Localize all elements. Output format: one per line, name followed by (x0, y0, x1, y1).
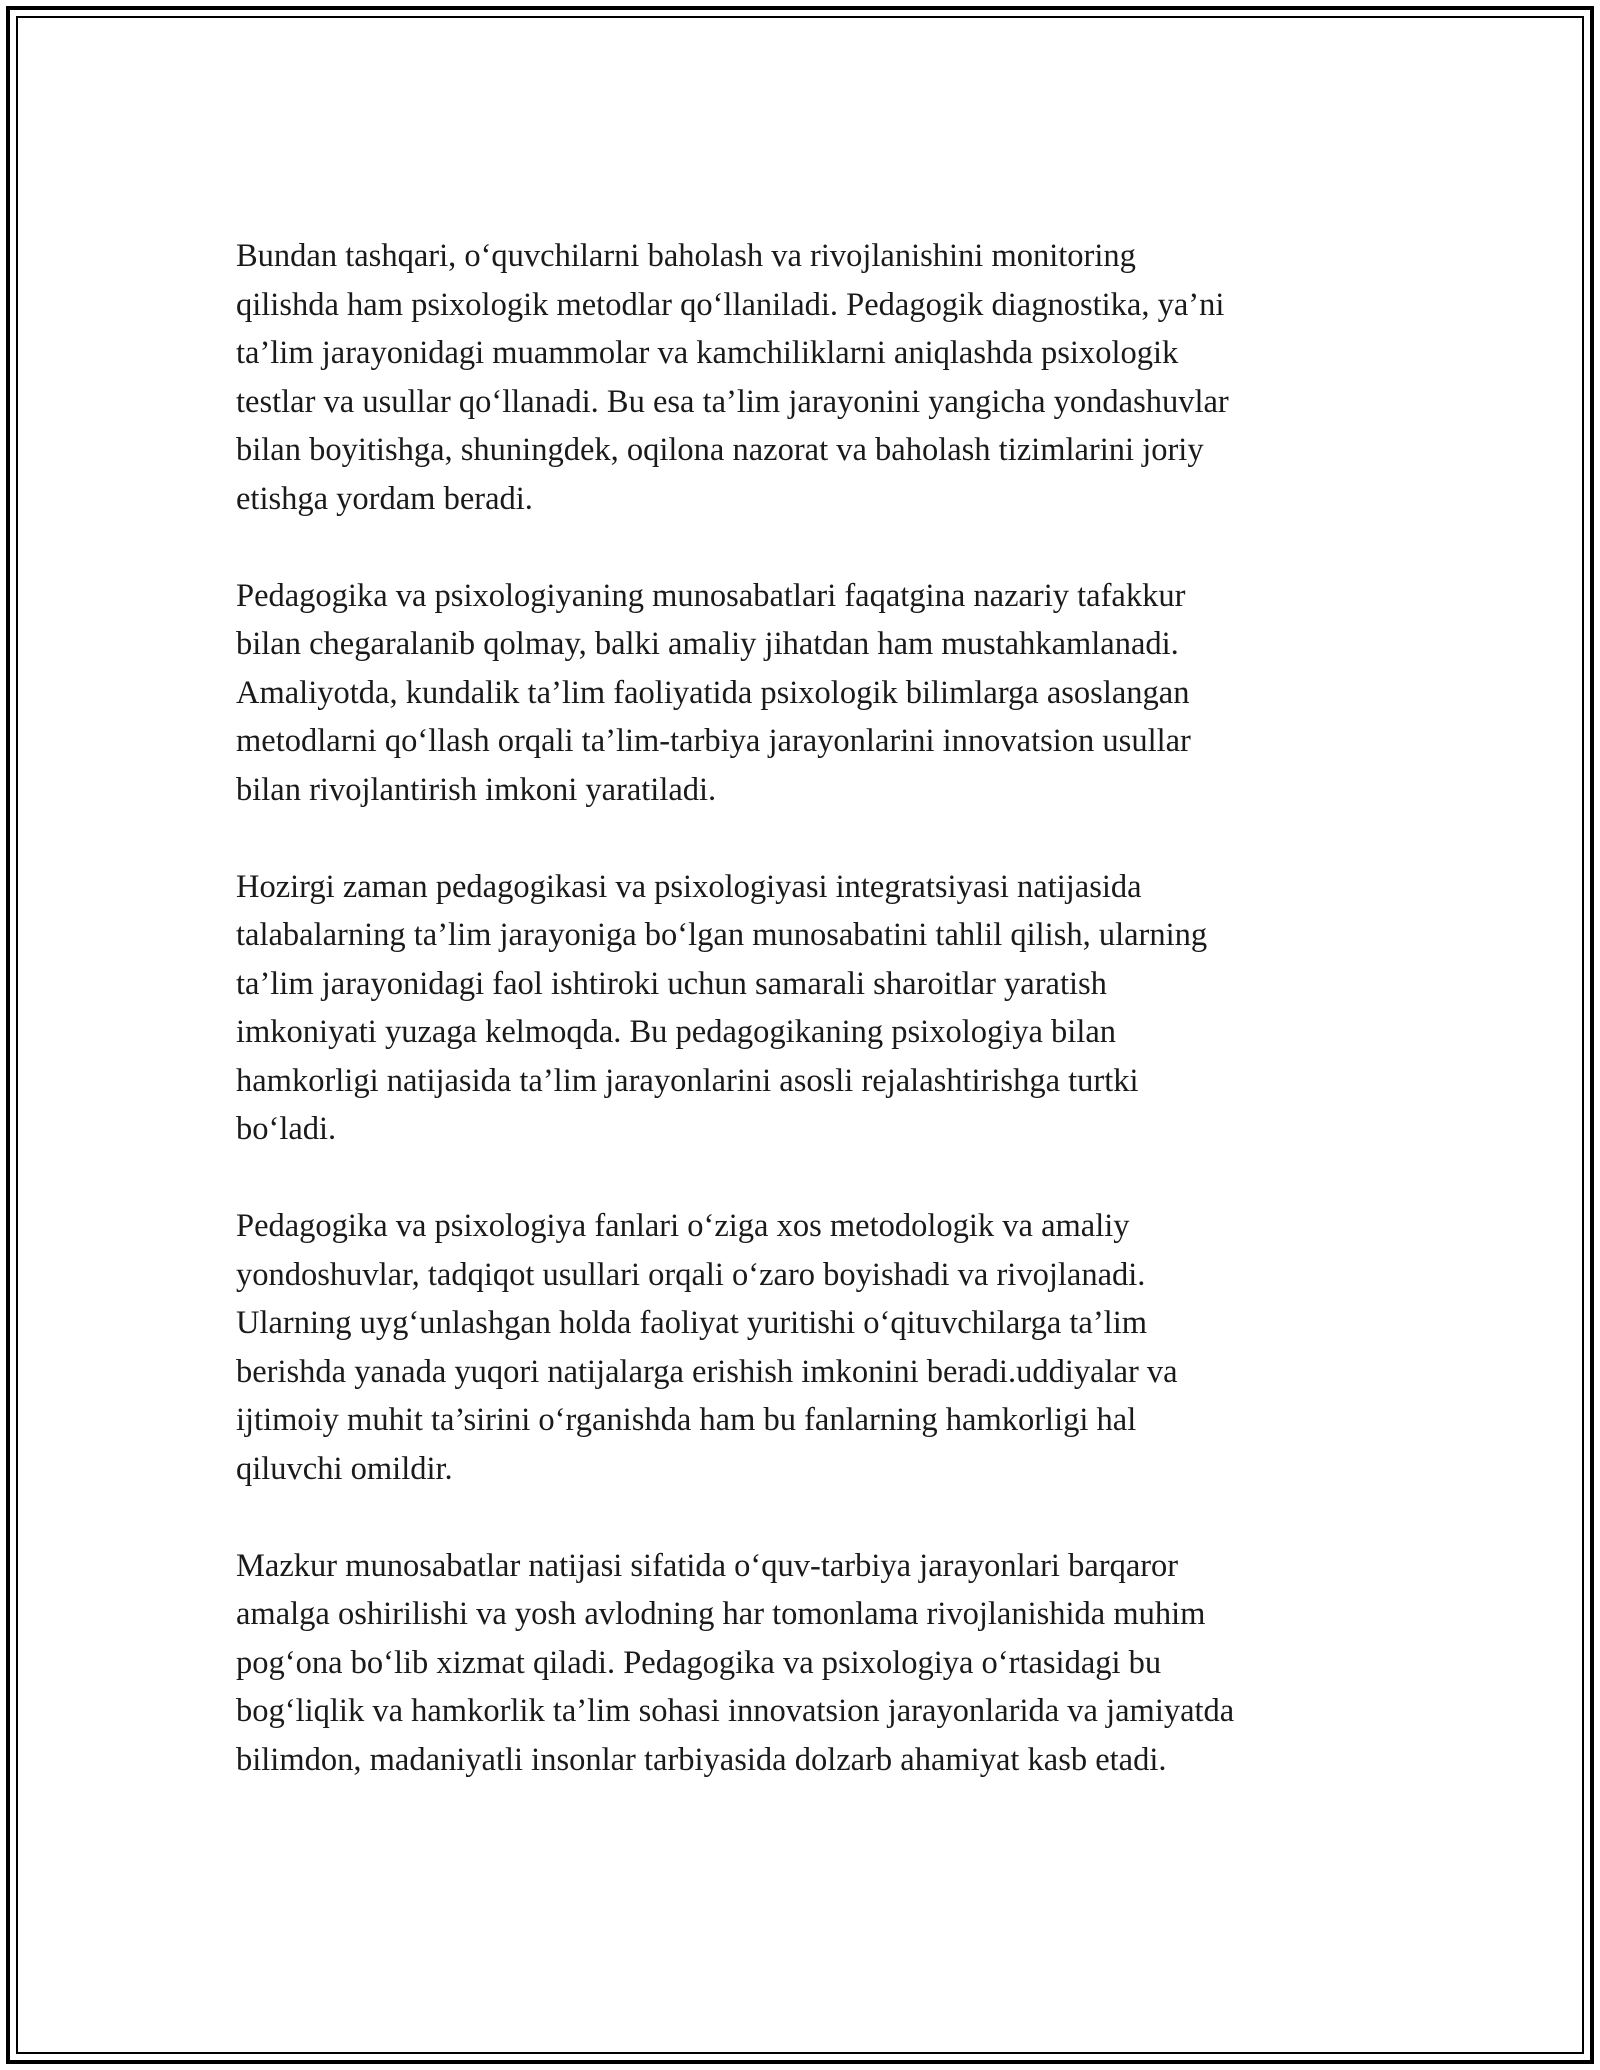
document-body (236, 232, 1386, 1833)
paragraph-3: Hozirgi zaman pedagogikasi va psixologiyasi integratsiyasi natijasida talabalarning ta’lim jarayoniga bo‘lgan munosabatini tahlil qilish, ularning ta’lim jarayonidagi faol ishtiroki uchun samarali sharoitlar yaratish imkoniyati yuzaga kelmoqda. Bu pedagogikaning psixologiya bilan hamkorligi natijasida ta’lim jarayonlarini asosli rejalashtirishga turtki bo‘ladi. (236, 868, 1208, 1147)
paragraph-2: Pedagogika va psixologiyaning munosabatlari faqatgina nazariy tafakkur bilan chegaralanib qolmay, balki amaliy jihatdan ham mustahkamlanadi. Amaliyotda, kundalik ta’lim faoliyatida psixologik bilimlarga asoslangan metodlarni qo‘llash orqali ta’lim-tarbiya jarayonlarini innovatsion usullar bilan rivojlantirish imkoni yaratiladi. (236, 577, 1191, 808)
paragraph-4: Pedagogika va psixologiya fanlari o‘ziga xos metodologik va amaliy yondoshuvlar, tadqiqot usullari orqali o‘zaro boyishadi va rivojlanadi. Ularning uyg‘unlashgan holda faoliyat yuritishi o‘qituvchilarga ta’lim berishda yanada yuqori natijalarga erishish imkonini beradi.uddiyalar va ijtimoiy muhit ta’sirini o‘rganishda ham bu fanlarning hamkorligi hal qiluvchi omildir. (236, 1208, 1178, 1487)
paragraph-1: Bundan tashqari, o‘quvchilarni baholash va rivojlanishini monitoring qilishda ham psixologik metodlar qo‘llaniladi. Pedagogik diagnostika, ya’ni ta’lim jarayonidagi muammolar va kamchiliklarni aniqlashda psixologik testlar va usullar qo‘llanadi. Bu esa ta’lim jarayonini yangicha yondashuvlar bilan boyitishga, shuningdek, oqilona nazorat va baholash tizimlarini joriy etishga yordam beradi. (236, 238, 1229, 517)
paragraph-5: Mazkur munosabatlar natijasi sifatida o‘quv-tarbiya jarayonlari barqaror amalga oshirilishi va yosh avlodning har tomonlama rivojlanishida muhim pog‘ona bo‘lib xizmat qiladi. Pedagogika va psixologiya o‘rtasidagi bu bog‘liqlik va hamkorlik ta’lim sohasi innovatsion jarayonlarida va jamiyatda bilimdon, madaniyatli insonlar tarbiyasida dolzarb ahamiyat kasb etadi. (236, 1547, 1235, 1778)
